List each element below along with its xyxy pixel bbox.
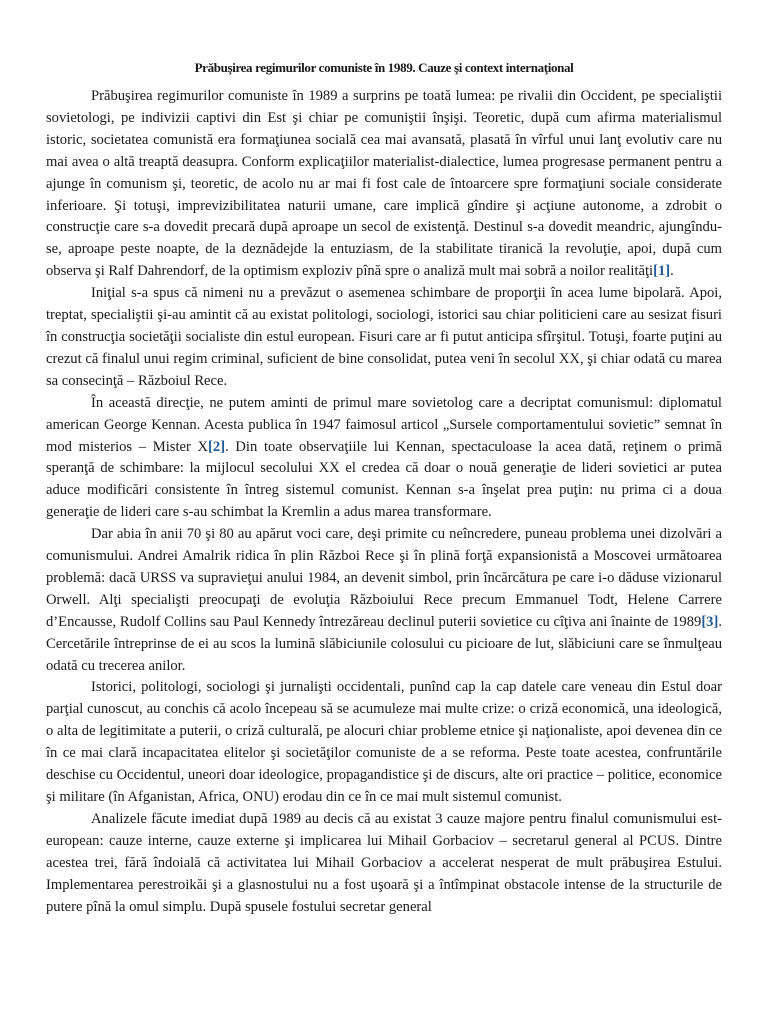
paragraph [46, 524, 722, 677]
paragraph-text: . [670, 263, 674, 280]
paragraph [46, 283, 722, 393]
paragraph [46, 677, 722, 808]
paragraph [46, 809, 722, 919]
paragraph-text: . Din toate observaţiile lui Kennan, spectaculoase la acea dată, reţinem o primă speranţă de schimbare: la mijlocul secolului XX el credea că doar o nouă generaţie de lideri sovietici ar putea aduce modificări consistente în întreg sistemul comunist. Kennan s-a înşelat prea puţin: nu prima ci a doua generaţie de lideri care s-au schimbat la Kremlin a adus marea transformare. [46, 438, 722, 521]
paragraph-text: În această direcţie, ne putem aminti de primul mare sovietolog care a decriptat comunismul: diplomatul american George Kennan. Acesta publica în 1947 faimosul articol „Sursele comportamentului sovietic” semnat în mod misterios – Mister X [46, 394, 722, 455]
footnote-link[interactable]: [2] [208, 438, 226, 455]
paragraph-text: Analizele făcute imediat după 1989 au decis că au existat 3 cauze majore pentru finalul comunismului est-european: cauze interne, cauze externe şi implicarea lui Mihail Gorbaciov – secretarul general al PCUS. Dintre acestea trei, fără îndoială că activitatea lui Mihail Gorbaciov a accelerat nesperat de mult prăbuşirea Estului. Implementarea perestroikăi şi a glasnostului nu a fost uşoară şi a întîmpinat obstacole intense de la structurile de putere pînă la omul simplu. După spusele fostului secretar general [46, 810, 722, 915]
footnote-link[interactable]: [3] [701, 613, 719, 630]
paragraph-text: Dar abia în anii 70 şi 80 au apărut voci care, deşi primite cu neîncredere, puneau problema unei dizolvări a comunismului. Andrei Amalrik ridica în plin Război Rece şi în plină forţă expansionistă a Moscovei următoarea problemă: dacă URSS va supravieţui anului 1984, an devenit simbol, prin încărcătura pe care i-o dăduse vizionarul Orwell. Alţi specialişti preocupaţi de evoluţia Războiului Rece precum Emmanuel Todt, Helene Carrere d’Encausse, Rudolf Collins sau Paul Kennedy întrezăreau declinul puterii sovietice cu cîţiva ani înainte de 1989 [46, 526, 722, 630]
document-title: Prăbuşirea regimurilor comuniste în 1989. Cauze şi context internaţional [194, 60, 574, 75]
paragraph-text: Prăbuşirea regimurilor comuniste în 1989 a surprins pe toată lumea: pe rivalii din Occident, pe specialiştii sovietologi, pe indivizii captivi din Est şi chiar pe comuniştii înşişi. Teoretic, după cum afirma materialismul istoric, societatea comunistă era formaţiunea socială cea mai avansată, plasată în vîrful unui lanţ evolutiv care nu mai avea o altă treaptă deasupra. Conform explicaţiilor materialist-dialectice, lumea progresase permanent pentru a ajunge în comunism şi, teoretic, de acolo nu ar mai fi fost cale de întoarcere spre formaţiuni sociale considerate inferioare. Şi totuşi, imprevizibilitatea naturii umane, care implică gîndire şi acţiune autonome, a zdrobit o construcţie care s-a dovedit precară după aproape un secol de existenţă. Destinul s-a dovedit meandric, ajungîndu-se, aproape peste noapte, de la deznădejde la entuziasm, de la stabilitate tiranică la revoluţie, apoi, după cum observa şi Ralf Dahrendorf, de la optimism exploziv pînă spre o analiză mult mai sobră a noilor realităţi [46, 88, 722, 280]
document-page [46, 58, 722, 918]
document-body [46, 86, 722, 918]
paragraph [46, 86, 722, 283]
paragraph-text: Iniţial s-a spus că nimeni nu a prevăzut o asemenea schimbare de proporţii în acea lume bipolară. Apoi, treptat, specialiştii şi-au amintit că au existat politologi, sociologi, istorici sau chiar politicieni care au sesizat fisuri în construcţia societăţii socialiste din estul european. Fisuri care ar fi putut anticipa sfîrşitul. Totuşi, foarte puţini au crezut că finalul unui regim criminal, suficient de bine consolidat, putea veni în secolul XX, şi chiar odată cu marea sa consecinţă – Războiul Rece. [46, 285, 722, 389]
paragraph-text: . Cercetările întreprinse de ei au scos la lumină slăbiciunile colosului cu picioare de lut, slăbiciuni care se înmulţeau odată cu trecerea anilor. [46, 613, 722, 674]
paragraph-text: Istorici, politologi, sociologi şi jurnalişti occidentali, punînd cap la cap datele care veneau din Estul doar parţial cunoscut, au conchis că acolo începeau să se acumuleze mai multe crize: o criză economică, una ideologică, o alta de legitimitate a puterii, o criză culturală, pe alocuri chiar probleme etnice şi naţionaliste, apoi devenea din ce în ce mai clară incapacitatea elitelor şi societăţilor comuniste de a se reforma. Peste toate acestea, confruntările deschise cu Occidentul, uneori doar ideologice, propagandistice şi de discurs, alte ori practice – politice, economice şi militare (în Afganistan, Africa, ONU) erodau din ce în ce mai mult sistemul comunist. [46, 679, 722, 805]
footnote-link[interactable]: [1] [653, 263, 671, 280]
paragraph [46, 393, 722, 524]
